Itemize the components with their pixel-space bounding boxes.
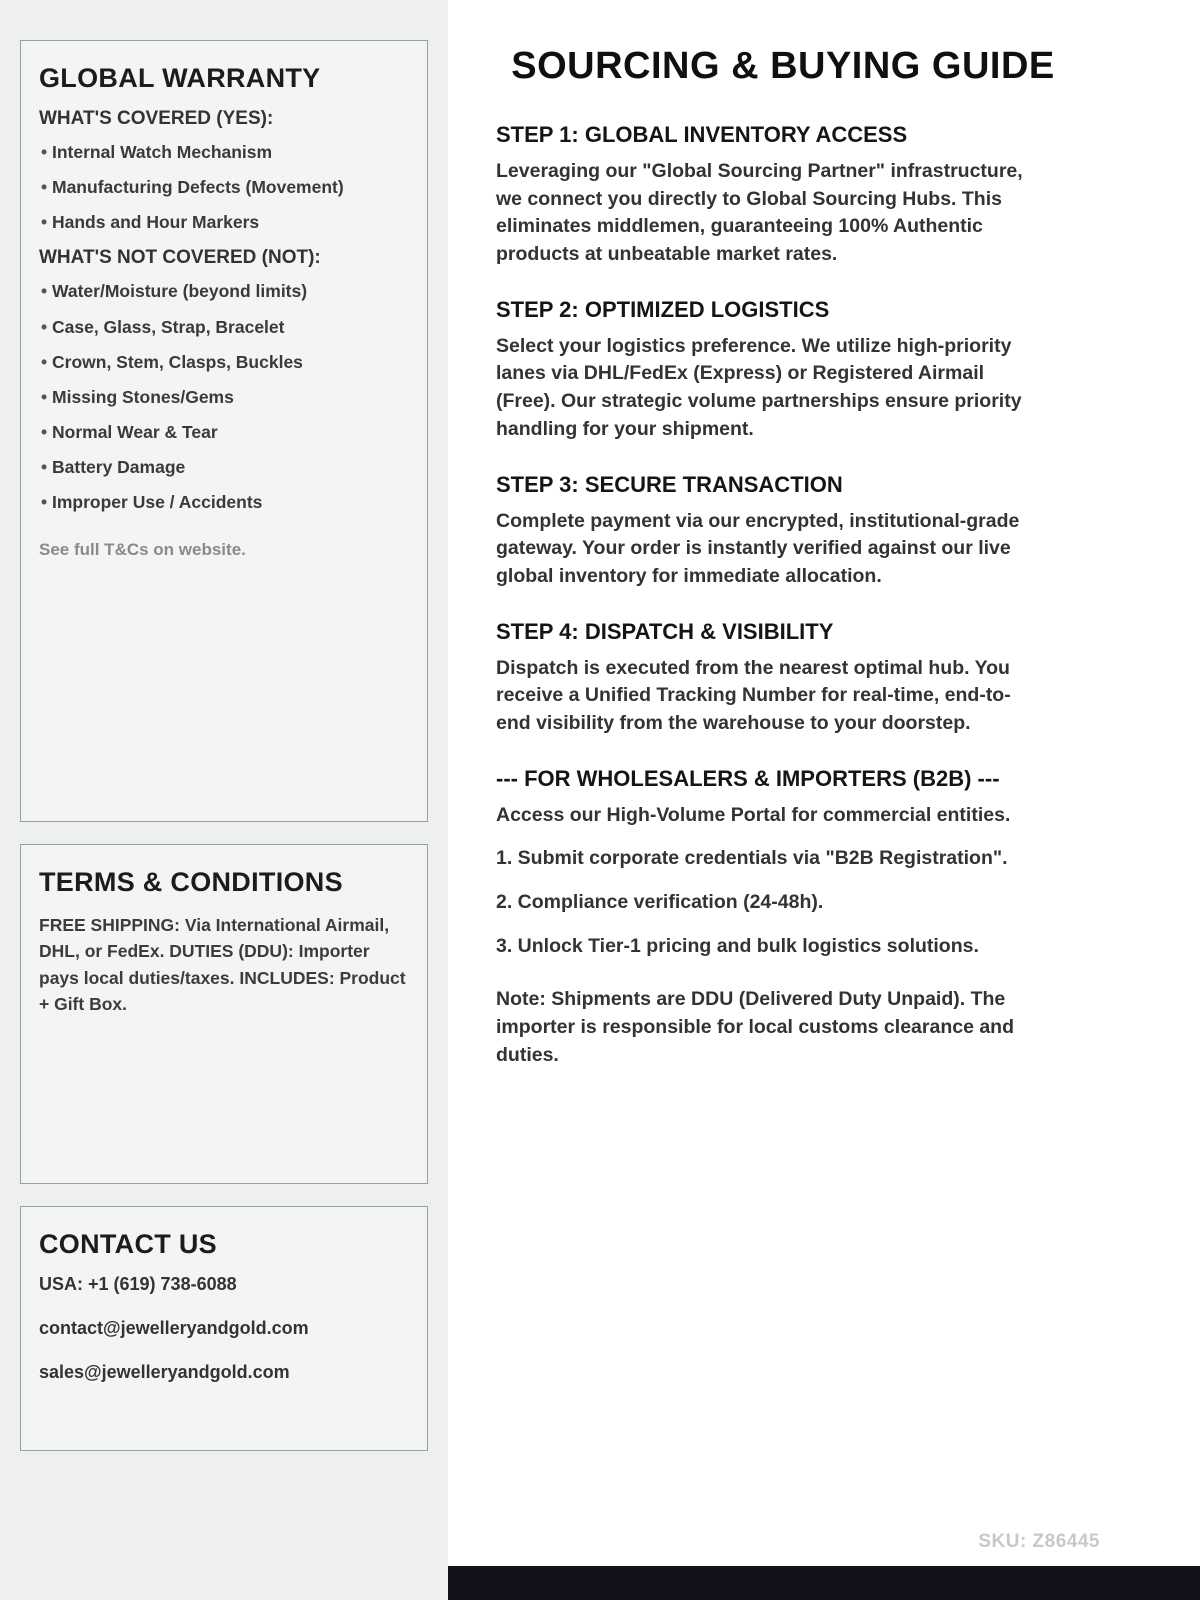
list-item: • Missing Stones/Gems — [41, 387, 409, 407]
list-item: • Hands and Hour Markers — [41, 212, 409, 232]
list-item: • Improper Use / Accidents — [41, 492, 409, 512]
b2b-step: 2. Compliance verification (24-48h). — [496, 891, 824, 913]
step2-body: Select your logistics preference. We utilize high-priority lanes via DHL/FedEx (Express) or Registered Airmail (Free). Our strategic volume partnerships ensure priority handling for your shipment. — [496, 334, 1022, 440]
b2b-heading: --- FOR WHOLESALERS & IMPORTERS (B2B) --- — [496, 765, 1000, 791]
step4-body: Dispatch is executed from the nearest optimal hub. You receive a Unified Tracking Number for real-time, end-to-end visibility from the warehouse to your doorstep. — [496, 656, 1011, 734]
sidebar — [0, 0, 448, 1600]
contact-email-primary: contact@jewelleryandgold.com — [39, 1318, 309, 1338]
list-item: • Case, Glass, Strap, Bracelet — [41, 317, 409, 337]
terms-title: TERMS & CONDITIONS — [39, 867, 343, 897]
terms-card — [20, 844, 428, 1184]
footer-bar — [448, 1566, 1200, 1600]
sku-label: SKU: Z86445 — [978, 1531, 1100, 1552]
step3-body: Complete payment via our encrypted, institutional-grade gateway. Your order is instantly verified against our live global inventory for immediate allocation. — [496, 509, 1020, 587]
step2-heading: STEP 2: OPTIMIZED LOGISTICS — [496, 296, 830, 322]
contact-title: CONTACT US — [39, 1229, 217, 1259]
main-content — [448, 0, 1200, 1600]
page-title: SOURCING & BUYING GUIDE — [511, 45, 1055, 87]
list-item: • Manufacturing Defects (Movement) — [41, 177, 409, 197]
list-item: • Water/Moisture (beyond limits) — [41, 281, 409, 301]
list-item: • Crown, Stem, Clasps, Buckles — [41, 352, 409, 372]
step1-heading: STEP 1: GLOBAL INVENTORY ACCESS — [496, 122, 908, 147]
contact-email-sales: sales@jewelleryandgold.com — [39, 1362, 290, 1382]
b2b-step: 3. Unlock Tier-1 pricing and bulk logistics solutions. — [496, 934, 979, 957]
b2b-step: 1. Submit corporate credentials via "B2B Registration". — [496, 847, 1008, 870]
step1-body: Leveraging our "Global Sourcing Partner" infrastructure, we connect you directly to Global Sourcing Hubs. This eliminates middlemen, guaranteeing 100% Authentic products at unbeatable market rates. — [496, 160, 1023, 266]
step4-heading: STEP 4: DISPATCH & VISIBILITY — [496, 618, 834, 644]
list-item: • Internal Watch Mechanism — [41, 142, 409, 162]
contact-phone: USA: +1 (619) 738-6088 — [39, 1274, 237, 1294]
terms-body: FREE SHIPPING: Via International Airmail, DHL, or FedEx. DUTIES (DDU): Importer pays local duties/taxes. INCLUDES: Product + Gift Box. — [39, 915, 406, 1014]
warranty-title: GLOBAL WARRANTY — [39, 63, 321, 93]
list-item: • Normal Wear & Tear — [41, 422, 409, 442]
step3-heading: STEP 3: SECURE TRANSACTION — [496, 471, 843, 497]
warranty-footnote: See full T&Cs on website. — [39, 540, 246, 560]
b2b-intro: Access our High-Volume Portal for commercial entities. — [496, 803, 1011, 826]
contact-card — [20, 1206, 428, 1451]
warranty-covered-list — [39, 142, 409, 232]
warranty-not-covered-list — [39, 281, 409, 512]
warranty-not-covered-heading: WHAT'S NOT COVERED (NOT): — [39, 247, 321, 269]
global-warranty-card — [20, 40, 428, 822]
guide-body — [496, 122, 1044, 1069]
b2b-note: Note: Shipments are DDU (Delivered Duty Unpaid). The importer is responsible for local customs clearance and duties. — [496, 988, 1015, 1066]
list-item: • Battery Damage — [41, 457, 409, 477]
warranty-covered-heading: WHAT'S COVERED (YES): — [39, 108, 274, 129]
